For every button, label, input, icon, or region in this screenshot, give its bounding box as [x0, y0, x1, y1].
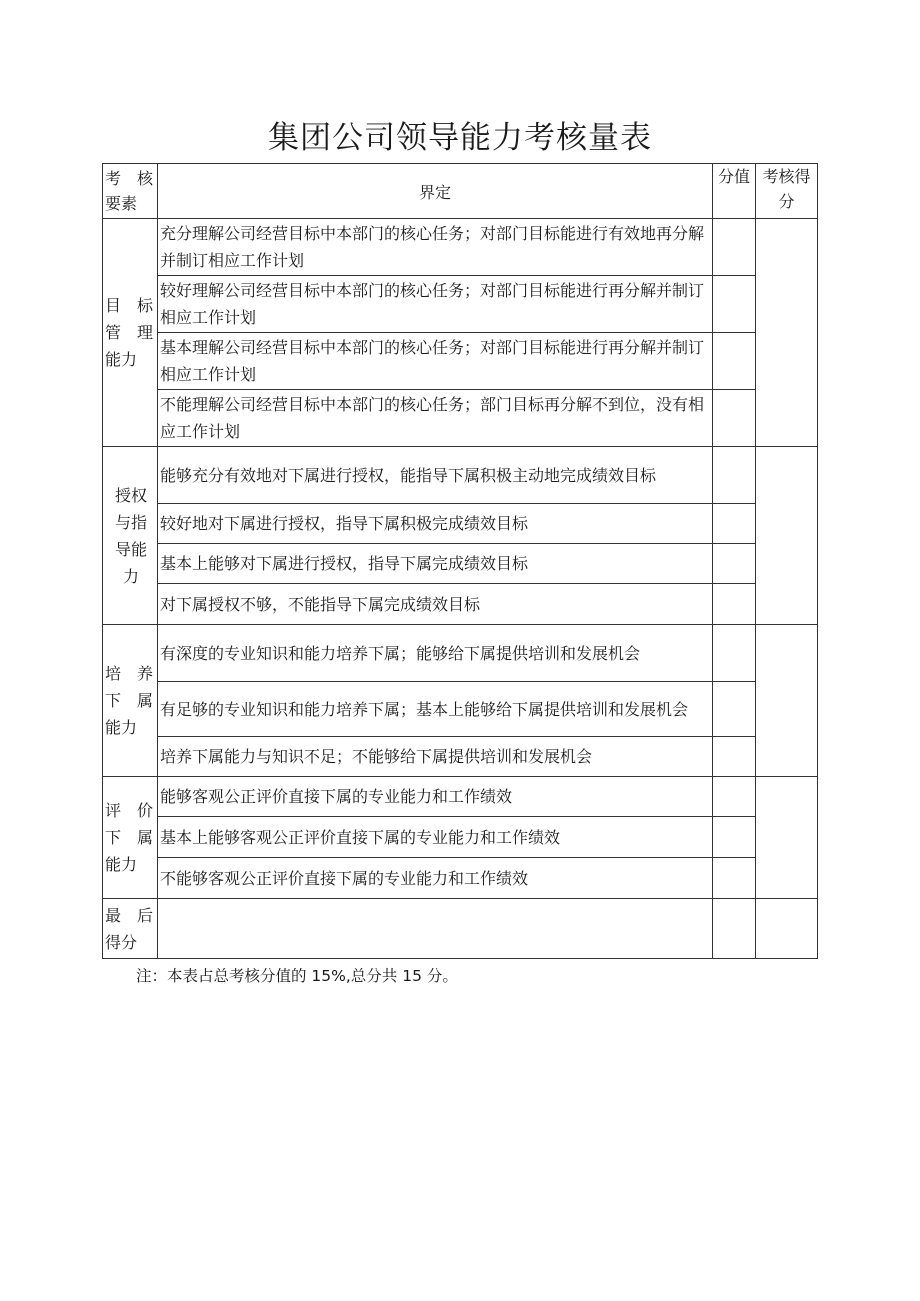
- score-value-cell: [713, 447, 756, 504]
- score-value-cell: [713, 625, 756, 682]
- assess-score-cell: [756, 777, 818, 899]
- definition-cell: 不能理解公司经营目标中本部门的核心任务；部门目标再分解不到位，没有相应工作计划: [158, 390, 713, 447]
- score-value-cell: [713, 333, 756, 390]
- category-label: 授权 与指 导能 力: [103, 447, 158, 625]
- definition-cell: 培养下属能力与知识不足；不能够给下属提供培训和发展机会: [158, 737, 713, 777]
- definition-cell: 较好地对下属进行授权，指导下属积极完成绩效目标: [158, 504, 713, 544]
- score-value-cell: [713, 817, 756, 858]
- category-label: 目 标 管 理 能力: [103, 219, 158, 447]
- final-score-value-cell: [713, 899, 756, 959]
- table-row: [103, 390, 818, 447]
- definition-cell: 有足够的专业知识和能力培养下属；基本上能够给下属提供培训和发展机会: [158, 682, 713, 737]
- definition-cell: 不能够客观公正评价直接下属的专业能力和工作绩效: [158, 858, 713, 899]
- table-row: [103, 584, 818, 625]
- table-row: [103, 682, 818, 737]
- assess-score-cell: [756, 219, 818, 447]
- page-title: 集团公司领导能力考核量表: [268, 120, 652, 156]
- table-row: [103, 858, 818, 899]
- definition-cell: 有深度的专业知识和能力培养下属；能够给下属提供培训和发展机会: [158, 625, 713, 682]
- category-label: 评 价 下 属 能力: [103, 777, 158, 899]
- table-row: [103, 817, 818, 858]
- definition-cell: 较好理解公司经营目标中本部门的核心任务；对部门目标能进行再分解并制订相应工作计划: [158, 276, 713, 333]
- table-row: [103, 777, 818, 817]
- header-definition: 界定: [158, 164, 713, 219]
- header-assess-score: 考核得 分: [756, 164, 818, 219]
- definition-cell: 基本理解公司经营目标中本部门的核心任务；对部门目标能进行再分解并制订相应工作计划: [158, 333, 713, 390]
- definition-cell: 充分理解公司经营目标中本部门的核心任务；对部门目标能进行有效地再分解并制订相应工作计划: [158, 219, 713, 276]
- final-definition-cell: [158, 899, 713, 959]
- table-row: [103, 544, 818, 584]
- table-row: [103, 625, 818, 682]
- score-value-cell: [713, 276, 756, 333]
- table-row: [103, 737, 818, 777]
- score-value-cell: [713, 584, 756, 625]
- score-value-cell: [713, 390, 756, 447]
- definition-cell: 对下属授权不够，不能指导下属完成绩效目标: [158, 584, 713, 625]
- score-value-cell: [713, 544, 756, 584]
- score-value-cell: [713, 504, 756, 544]
- definition-cell: 基本上能够客观公正评价直接下属的专业能力和工作绩效: [158, 817, 713, 858]
- definition-cell: 基本上能够对下属进行授权，指导下属完成绩效目标: [158, 544, 713, 584]
- header-element: 考 核 要素: [103, 164, 158, 219]
- definition-cell: 能够充分有效地对下属进行授权，能指导下属积极主动地完成绩效目标: [158, 447, 713, 504]
- assess-score-cell: [756, 447, 818, 625]
- definition-cell: 能够客观公正评价直接下属的专业能力和工作绩效: [158, 777, 713, 817]
- score-value-cell: [713, 777, 756, 817]
- score-value-cell: [713, 737, 756, 777]
- table-row: [103, 504, 818, 544]
- footnote: 注：本表占总考核分值的 15%,总分共 15 分。: [136, 967, 458, 985]
- score-value-cell: [713, 858, 756, 899]
- score-value-cell: [713, 682, 756, 737]
- category-label: 培 养 下 属 能力: [103, 625, 158, 777]
- final-assess-score-cell: [756, 899, 818, 959]
- header-score-value: 分值: [713, 164, 756, 219]
- table-row: [103, 219, 818, 276]
- assessment-table: [102, 163, 818, 959]
- assess-score-cell: [756, 625, 818, 777]
- score-value-cell: [713, 219, 756, 276]
- table-row: [103, 447, 818, 504]
- final-score-label: 最 后 得分: [103, 899, 158, 959]
- table-row: [103, 333, 818, 390]
- table-row: [103, 276, 818, 333]
